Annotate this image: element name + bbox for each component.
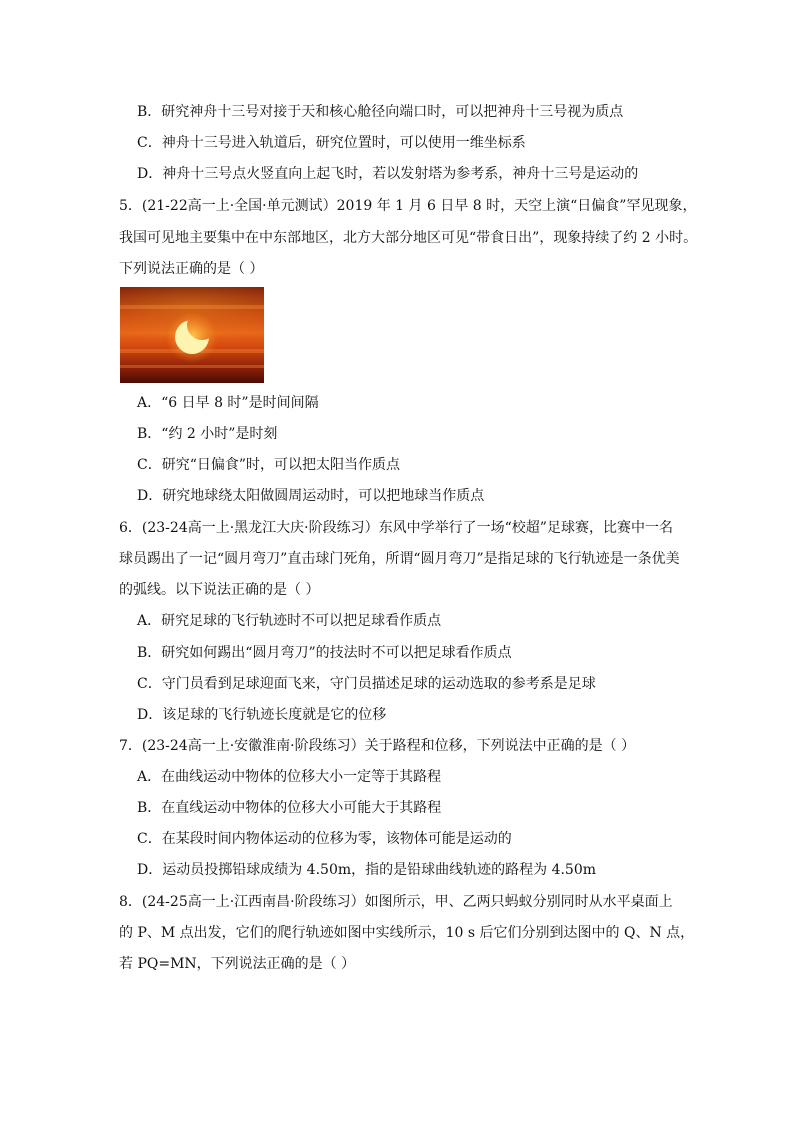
q4-option-b: B．研究神舟十三号对接于天和核心舱径向端口时，可以把神舟十三号视为质点 xyxy=(137,104,624,120)
q8-stem-line-1: 8．(24-25高一上·江西南昌·阶段练习）如图所示，甲、乙两只蚂蚁分别同时从水平桌面上 xyxy=(119,894,673,910)
q5-option-b: B．“约 2 小时”是时刻 xyxy=(137,426,278,442)
q6-option-d: D．该足球的飞行轨迹长度就是它的位移 xyxy=(137,707,387,723)
q4-option-c: C．神舟十三号进入轨道后，研究位置时，可以使用一维坐标系 xyxy=(137,135,526,151)
q6-option-b: B．研究如何踢出“圆月弯刀”的技法时不可以把足球看作质点 xyxy=(137,645,512,661)
q5-option-c: C．研究“日偏食”时，可以把太阳当作质点 xyxy=(137,457,401,473)
q5-stem-line-1: 5．(21-22高一上·全国·单元测试）2019 年 1 月 6 日早 8 时，天空上演“日偏食”罕见现象， xyxy=(119,198,697,214)
q8-stem-line-3: 若 PQ=MN，下列说法正确的是（ ） xyxy=(119,956,356,972)
q6-option-a: A．研究足球的飞行轨迹时不可以把足球看作质点 xyxy=(137,613,442,629)
q6-stem-line-3: 的弧线。以下说法正确的是（ ） xyxy=(119,582,320,598)
q7-option-c: C．在某段时间内物体运动的位移为零，该物体可能是运动的 xyxy=(137,831,512,847)
q5-option-d: D．研究地球绕太阳做圆周运动时，可以把地球当作质点 xyxy=(137,488,485,504)
q4-option-d: D．神舟十三号点火竖直向上起飞时，若以发射塔为参考系，神舟十三号是运动的 xyxy=(137,166,639,182)
partial-solar-eclipse-photo xyxy=(120,287,264,383)
q7-option-a: A．在曲线运动中物体的位移大小一定等于其路程 xyxy=(137,769,442,785)
q6-stem-line-1: 6．(23-24高一上·黑龙江大庆·阶段练习）东风中学举行了一场“校超”足球赛，比赛中一名 xyxy=(119,520,673,536)
q7-option-b: B．在直线运动中物体的位移大小可能大于其路程 xyxy=(137,800,442,816)
q6-stem-line-2: 球员踢出了一记“圆月弯刀”直击球门死角，所谓“圆月弯刀”是指足球的飞行轨迹是一条优美 xyxy=(119,551,680,567)
q7-stem-line-1: 7．(23-24高一上·安徽淮南·阶段练习）关于路程和位移，下列说法中正确的是（ ） xyxy=(119,738,636,754)
q5-stem-line-3: 下列说法正确的是（ ） xyxy=(119,261,264,277)
q6-option-c: C．守门员看到足球迎面飞来，守门员描述足球的运动选取的参考系是足球 xyxy=(137,676,596,692)
eclipsed-sun-icon xyxy=(120,287,264,383)
q5-stem-line-2: 我国可见地主要集中在中东部地区，北方大部分地区可见“带食日出”，现象持续了约 2 小时。 xyxy=(119,230,698,246)
q8-stem-line-2: 的 P、M 点出发，它们的爬行轨迹如图中实线所示，10 s 后它们分别到达图中的 Q、N 点， xyxy=(119,925,695,941)
q7-option-d: D．运动员投掷铅球成绩为 4.50m，指的是铅球曲线轨迹的路程为 4.50m xyxy=(137,862,597,878)
q5-option-a: A．“6 日早 8 时”是时间间隔 xyxy=(137,395,319,411)
